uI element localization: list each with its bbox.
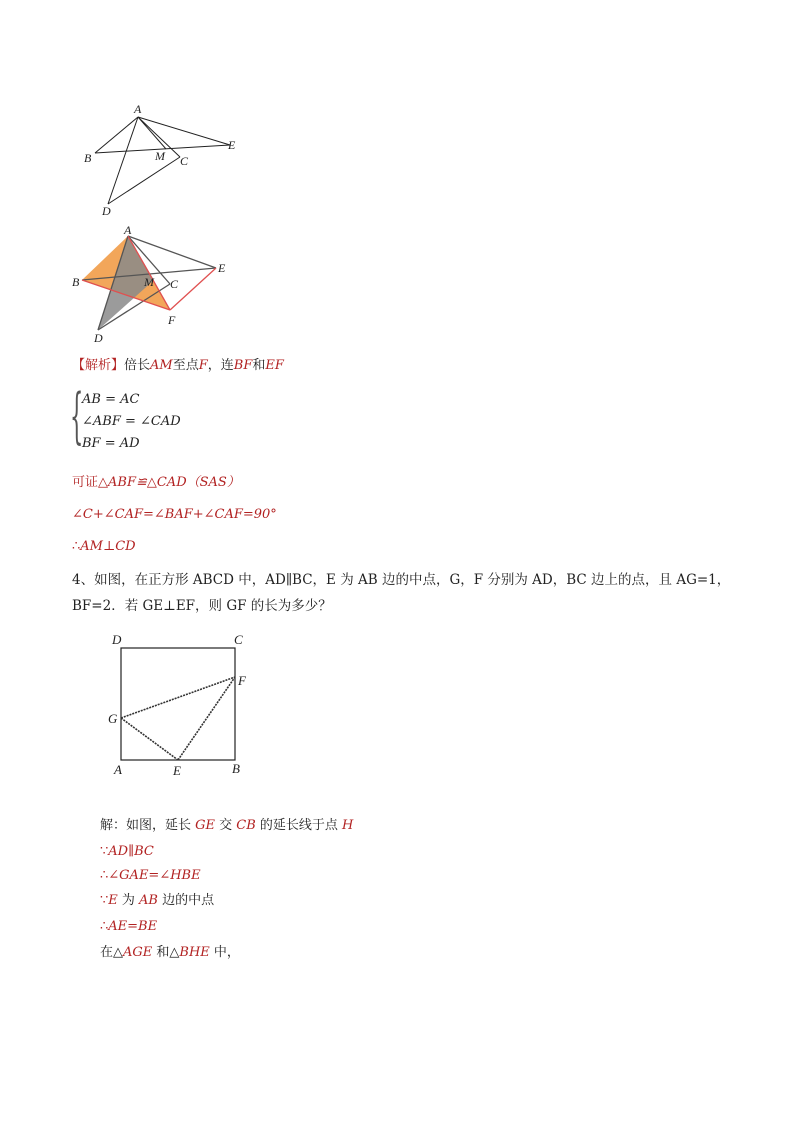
figure-2 <box>70 222 240 347</box>
system-eq-1: AB = AC <box>82 392 140 407</box>
proof-expr: △ABF≌△CAD（SAS） <box>98 475 240 490</box>
proof-line-1 <box>72 474 240 492</box>
analysis-text: 和 <box>252 358 266 373</box>
proof-line-3 <box>72 538 136 556</box>
sol-text: 在△ <box>100 945 123 960</box>
fig1-label-e: E <box>228 138 236 152</box>
fig2-label-e: E <box>218 261 226 275</box>
solution-line-4 <box>100 892 214 910</box>
analysis-line <box>72 357 284 375</box>
sol-text: ∵ <box>100 844 109 859</box>
figure-square <box>100 628 260 783</box>
sol-var: CB <box>236 818 256 833</box>
fig1-label-d: D <box>102 204 111 218</box>
sol-var: H <box>342 818 354 833</box>
solution-line-6 <box>100 944 240 962</box>
sol-var: GE <box>195 818 216 833</box>
fig2-label-m: M <box>144 275 154 289</box>
sq-label-e: E <box>173 763 181 778</box>
q4-line-1: 4、如图，在正方形 ABCD 中，AD∥BC，E 为 AB 边的中点，G，F 分别为 AD，BC 边上的点，且 AG=1， <box>72 572 731 588</box>
system-brace: { <box>70 381 84 451</box>
solution-line-5 <box>100 918 157 936</box>
analysis-tag: 【解析】 <box>72 358 125 373</box>
sol-text: ∴ <box>100 868 109 883</box>
solution-line-3 <box>100 867 201 885</box>
sol-text: 边的中点 <box>158 893 215 908</box>
sq-label-f: F <box>238 673 246 688</box>
sol-var: AD∥BC <box>108 844 154 859</box>
fig2-label-c: C <box>170 277 179 291</box>
analysis-text: 倍长 <box>124 358 151 373</box>
sq-label-b: B <box>232 761 240 776</box>
fig1-label-c: C <box>180 154 189 168</box>
sol-text: ∴ <box>100 919 109 934</box>
sq-label-c: C <box>234 632 243 647</box>
fig1-label-m: M <box>155 149 165 163</box>
sol-var: AGE <box>123 945 153 960</box>
sol-text: ∵ <box>100 893 109 908</box>
analysis-var: AM <box>150 358 173 373</box>
sol-text: 中， <box>209 945 240 960</box>
proof-prefix: 可证 <box>72 475 99 490</box>
proof-prefix: ∴ <box>72 539 81 554</box>
q4-line-2: BF=2．若 GE⊥EF，则 GF 的长为多少？ <box>72 598 332 614</box>
sol-var: E <box>108 893 118 908</box>
sol-text: 解：如图，延长 <box>100 818 196 833</box>
sol-text: 和△ <box>152 945 180 960</box>
analysis-var: EF <box>265 358 284 373</box>
proof-expr: AM⊥CD <box>80 539 136 554</box>
sq-label-a: A <box>114 762 122 777</box>
fig2-label-b: B <box>72 275 80 289</box>
proof-line-2: ∠C+∠CAF=∠BAF+∠CAF=90° <box>72 507 277 522</box>
sol-var: ∠GAE=∠HBE <box>108 868 201 883</box>
sol-text: 的延长线于点 <box>255 818 343 833</box>
analysis-text: 至点 <box>172 358 199 373</box>
sol-var: AE=BE <box>108 919 158 934</box>
figure-1 <box>80 100 250 220</box>
fig2-label-d: D <box>94 331 103 345</box>
system-eq-3: BF = AD <box>82 436 140 451</box>
solution-line-1 <box>100 817 353 835</box>
fig1-label-b: B <box>84 151 92 165</box>
fig2-label-a: A <box>124 223 132 237</box>
sol-text: 为 <box>117 893 140 908</box>
fig2-label-f: F <box>168 313 176 327</box>
analysis-var: BF <box>233 358 253 373</box>
analysis-var: F <box>198 358 208 373</box>
sol-var: AB <box>139 893 158 908</box>
fig1-label-a: A <box>134 102 142 116</box>
sq-label-d: D <box>112 632 122 647</box>
analysis-text: ，连 <box>207 358 234 373</box>
sol-var: BHE <box>179 945 210 960</box>
sq-label-g: G <box>108 711 118 726</box>
system-eq-2: ∠ABF = ∠CAD <box>82 414 181 429</box>
solution-line-2 <box>100 843 154 861</box>
sol-text: 交 <box>215 818 237 833</box>
